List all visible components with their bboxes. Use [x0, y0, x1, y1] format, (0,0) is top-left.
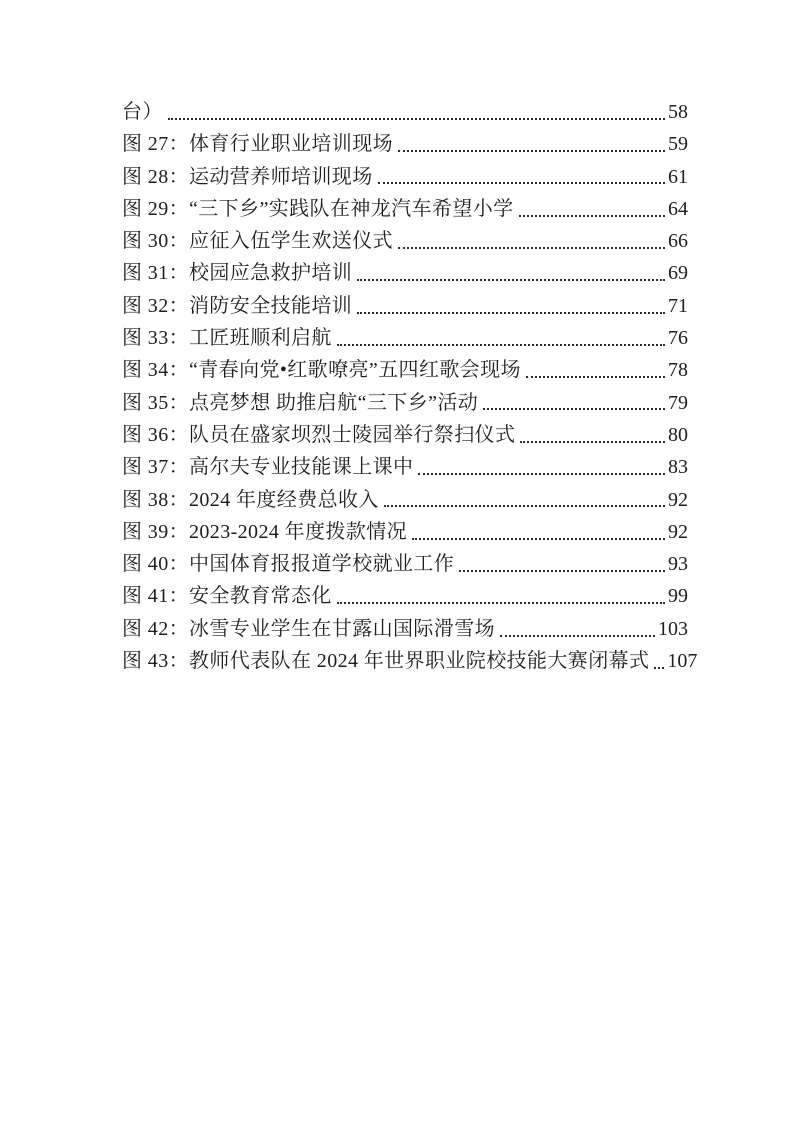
toc-leader-dots	[418, 473, 665, 475]
toc-leader-dots	[483, 408, 665, 410]
toc-entry[interactable]	[122, 419, 688, 451]
toc-entry-page-number: 79	[668, 391, 688, 414]
toc-entry-page-number: 92	[668, 488, 688, 511]
toc-entry-title: 图 40：中国体育报报道学校就业工作	[122, 553, 455, 576]
toc-leader-dots	[519, 215, 665, 217]
figures-toc-list	[122, 96, 698, 677]
toc-entry-title: 图 28：运动营养师培训现场	[122, 165, 373, 188]
toc-leader-dots	[654, 667, 664, 669]
toc-entry-title: 图 41：安全教育常态化	[122, 585, 332, 608]
toc-entry-page-number: 69	[668, 262, 688, 285]
toc-leader-dots	[357, 279, 665, 281]
toc-entry[interactable]	[122, 580, 688, 612]
toc-leader-dots	[398, 247, 665, 249]
toc-entry-page-number: 103	[658, 617, 688, 640]
toc-leader-dots	[500, 635, 655, 637]
toc-entry[interactable]	[122, 354, 688, 386]
toc-entry-page-number: 80	[668, 423, 688, 446]
toc-entry-page-number: 99	[668, 585, 688, 608]
toc-leader-dots	[520, 441, 665, 443]
toc-entry-title: 图 29：“三下乡”实践队在神龙汽车希望小学	[122, 197, 514, 220]
toc-entry-title: 图 38：2024 年度经费总收入	[122, 488, 379, 511]
toc-entry-page-number: 71	[668, 294, 688, 317]
toc-entry-title: 图 37：高尔夫专业技能课上课中	[122, 456, 414, 479]
toc-entry[interactable]	[122, 645, 698, 677]
toc-leader-dots	[337, 602, 665, 604]
toc-entry[interactable]	[122, 516, 688, 548]
toc-entry[interactable]	[122, 548, 688, 580]
toc-entry-page-number: 93	[668, 553, 688, 576]
toc-entry[interactable]	[122, 322, 688, 354]
toc-entry-title: 图 35：点亮梦想 助推启航“三下乡”活动	[122, 391, 479, 414]
toc-leader-dots	[168, 118, 665, 120]
toc-entry-page-number: 92	[668, 520, 688, 543]
toc-entry[interactable]	[122, 225, 688, 257]
toc-leader-dots	[459, 570, 665, 572]
toc-leader-dots	[398, 150, 665, 152]
toc-leader-dots	[378, 182, 665, 184]
toc-entry-page-number: 107	[667, 650, 698, 673]
toc-entry-title: 图 30：应征入伍学生欢送仪式	[122, 230, 393, 253]
toc-entry-title: 图 31：校园应急救护培训	[122, 262, 353, 285]
toc-entry-page-number: 58	[668, 101, 688, 123]
toc-entry-title: 图 34：“青春向党•红歌嘹亮”五四红歌会现场	[122, 359, 521, 382]
toc-entry[interactable]	[122, 257, 688, 289]
toc-entry-title: 图 43：教师代表队在 2024 年世界职业院校技能大赛闭幕式	[122, 650, 650, 673]
toc-entry[interactable]	[122, 290, 688, 322]
toc-leader-dots	[337, 344, 665, 346]
toc-entry-page-number: 66	[668, 230, 688, 253]
toc-entry[interactable]	[122, 451, 688, 483]
toc-entry-title: 图 27：体育行业职业培训现场	[122, 133, 393, 156]
toc-entry[interactable]	[122, 128, 688, 160]
toc-entry-title: 图 33：工匠班顺利启航	[122, 327, 332, 350]
toc-entry-title: 台）	[122, 101, 163, 123]
toc-entry-title: 图 36：队员在盛家坝烈士陵园举行祭扫仪式	[122, 423, 516, 446]
toc-entry[interactable]	[122, 387, 688, 419]
toc-leader-dots	[412, 538, 665, 540]
toc-entry-title: 图 42：冰雪专业学生在甘露山国际滑雪场	[122, 617, 495, 640]
toc-entry[interactable]	[122, 613, 688, 645]
toc-entry-page-number: 64	[668, 197, 688, 220]
toc-entry[interactable]	[122, 96, 688, 128]
toc-entry[interactable]	[122, 193, 688, 225]
toc-leader-dots	[384, 505, 665, 507]
toc-entry-page-number: 59	[668, 133, 688, 156]
toc-entry-title: 图 32：消防安全技能培训	[122, 294, 353, 317]
toc-entry[interactable]	[122, 161, 688, 193]
toc-leader-dots	[357, 312, 665, 314]
toc-entry-page-number: 76	[668, 327, 688, 350]
toc-entry-page-number: 61	[668, 165, 688, 188]
toc-entry-page-number: 78	[668, 359, 688, 382]
toc-entry[interactable]	[122, 484, 688, 516]
toc-entry-page-number: 83	[668, 456, 688, 479]
toc-leader-dots	[526, 376, 665, 378]
toc-entry-title: 图 39：2023-2024 年度拨款情况	[122, 520, 408, 543]
